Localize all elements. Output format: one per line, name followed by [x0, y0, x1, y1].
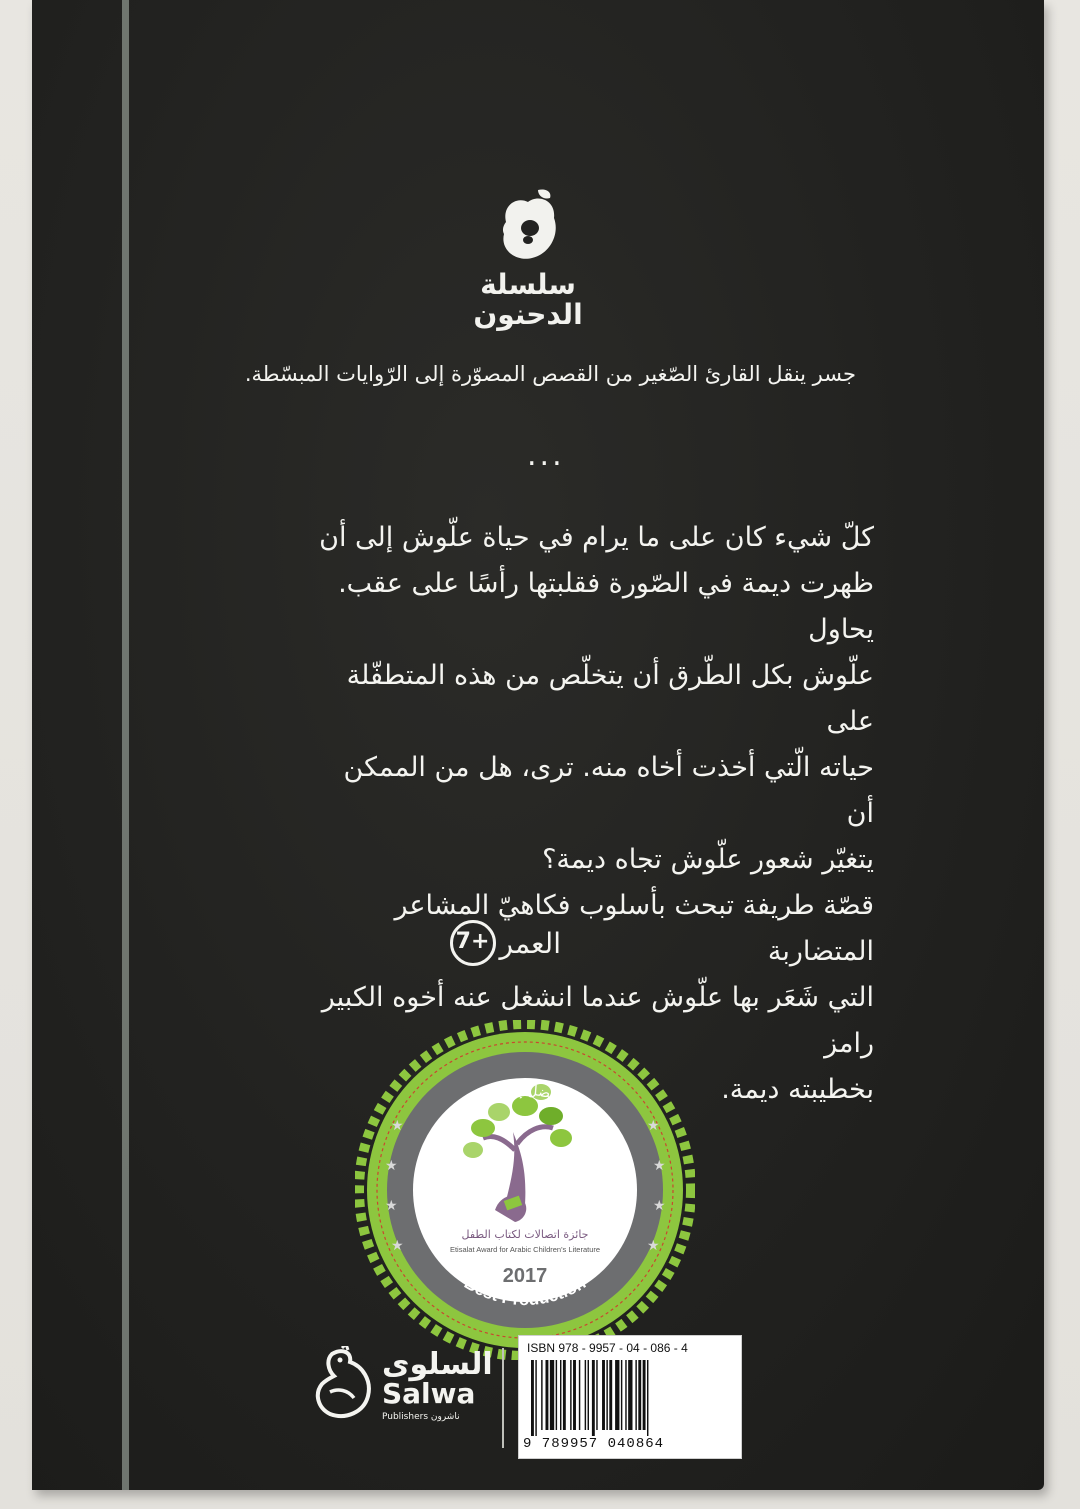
barcode-bar	[643, 1360, 646, 1430]
series-tagline: جسر ينقل القارئ الصّغير من القصص المصوّرة إلى الرّوايات المبسّطة.	[244, 362, 856, 386]
separator-dots: ...	[527, 438, 565, 473]
svg-text:★: ★	[391, 1118, 404, 1134]
svg-text:★: ★	[647, 1238, 660, 1254]
barcode-bar	[588, 1360, 589, 1430]
series-name	[472, 270, 584, 330]
series-logo	[472, 188, 584, 348]
barcode-bar	[563, 1360, 566, 1430]
bird-logo-icon	[312, 1346, 378, 1426]
publisher-sub-ar: ناشرون	[430, 1412, 460, 1422]
age-badge: 7+	[450, 920, 496, 966]
barcode-bar	[592, 1360, 595, 1436]
award-top-text-path: أفضل إخراج	[486, 1082, 564, 1106]
barcode-bar	[573, 1360, 576, 1430]
blurb-line: قصّة طريفة تبحث بأسلوب فكاهيّ المشاعر المتضاربة	[394, 890, 874, 967]
barcode-bar	[628, 1360, 632, 1430]
svg-text:★: ★	[391, 1238, 404, 1254]
award-bottom-text-path: Best Production	[460, 1273, 590, 1310]
barcode-bar	[621, 1360, 622, 1430]
publisher-name-ar: السلوى	[382, 1347, 493, 1382]
barcode-digits: 9 789957 040864	[523, 1436, 665, 1452]
barcode-bar	[596, 1360, 597, 1430]
svg-text:★: ★	[653, 1198, 666, 1214]
svg-text:★: ★	[653, 1158, 666, 1174]
svg-text:★: ★	[385, 1198, 398, 1214]
blurb-line: ظهرت ديمة في الصّورة فقلبتها رأسًا على عقب. يحاول	[338, 568, 874, 645]
isbn-label: ISBN 978 - 9957 - 04 - 086 - 4	[527, 1341, 688, 1355]
publisher-sub	[382, 1412, 493, 1422]
isbn-barcode	[518, 1335, 742, 1459]
flower-logo-icon	[494, 188, 564, 268]
age-label: العمر	[499, 926, 561, 960]
award-seal-graphic	[355, 1020, 695, 1360]
logo-divider	[502, 1348, 504, 1448]
barcode-bar	[546, 1360, 549, 1430]
barcode-bar	[638, 1360, 641, 1430]
barcode-bar	[579, 1360, 580, 1430]
blurb-line: التي شَعَر بها علّوش عندما انشغل عنه أخوه الكبير رامز	[321, 982, 874, 1059]
spine-line	[122, 0, 129, 1490]
barcode-bar	[556, 1360, 557, 1430]
barcode-bar	[560, 1360, 561, 1430]
barcode-bar	[606, 1360, 607, 1430]
barcode-bar	[647, 1360, 648, 1436]
blurb-line: بخطيبته ديمة.	[721, 1074, 874, 1105]
series-name-line1: سلسلة	[480, 268, 576, 301]
publisher-logo	[312, 1340, 492, 1440]
publisher-name-en: Salwa	[382, 1377, 476, 1410]
barcode-bar	[635, 1360, 636, 1430]
blurb-line: كلّ شيء كان على ما يرام في حياة علّوش إلى أن	[319, 522, 874, 553]
publisher-text	[382, 1347, 493, 1422]
barcode-bar	[535, 1360, 536, 1436]
barcode-bar	[609, 1360, 612, 1430]
barcode-bar	[615, 1360, 619, 1430]
barcode-bar	[625, 1360, 626, 1430]
publisher-sub-en: Publishers	[382, 1412, 429, 1422]
barcode-bar	[550, 1360, 554, 1430]
award-seal-sticker	[355, 1020, 695, 1360]
svg-text:★: ★	[385, 1158, 398, 1174]
blurb-line: يتغيّر شعور علّوش تجاه ديمة؟	[542, 844, 874, 875]
blurb-line: حياته الّتي أخذت أخاه منه. ترى، هل من الممكن أن	[343, 752, 874, 829]
barcode-bars	[529, 1360, 731, 1436]
barcode-bar	[531, 1360, 534, 1436]
age-rating	[450, 920, 561, 966]
svg-text:★: ★	[647, 1118, 660, 1134]
award-year: 2017	[502, 1265, 548, 1287]
barcode-bar	[541, 1360, 542, 1430]
award-name-ar: جائزة اتصالات لكتاب الطفل	[461, 1228, 589, 1241]
barcode-bar	[602, 1360, 605, 1430]
award-name-en: Etisalat Award for Arabic Children's Literature	[449, 1245, 601, 1254]
series-name-line2: الدحنون	[473, 298, 583, 331]
blurb-line: علّوش بكل الطّرق أن يتخلّص من هذه المتطفّلة على	[346, 660, 874, 737]
barcode-bar	[585, 1360, 586, 1430]
barcode-bar	[570, 1360, 571, 1430]
